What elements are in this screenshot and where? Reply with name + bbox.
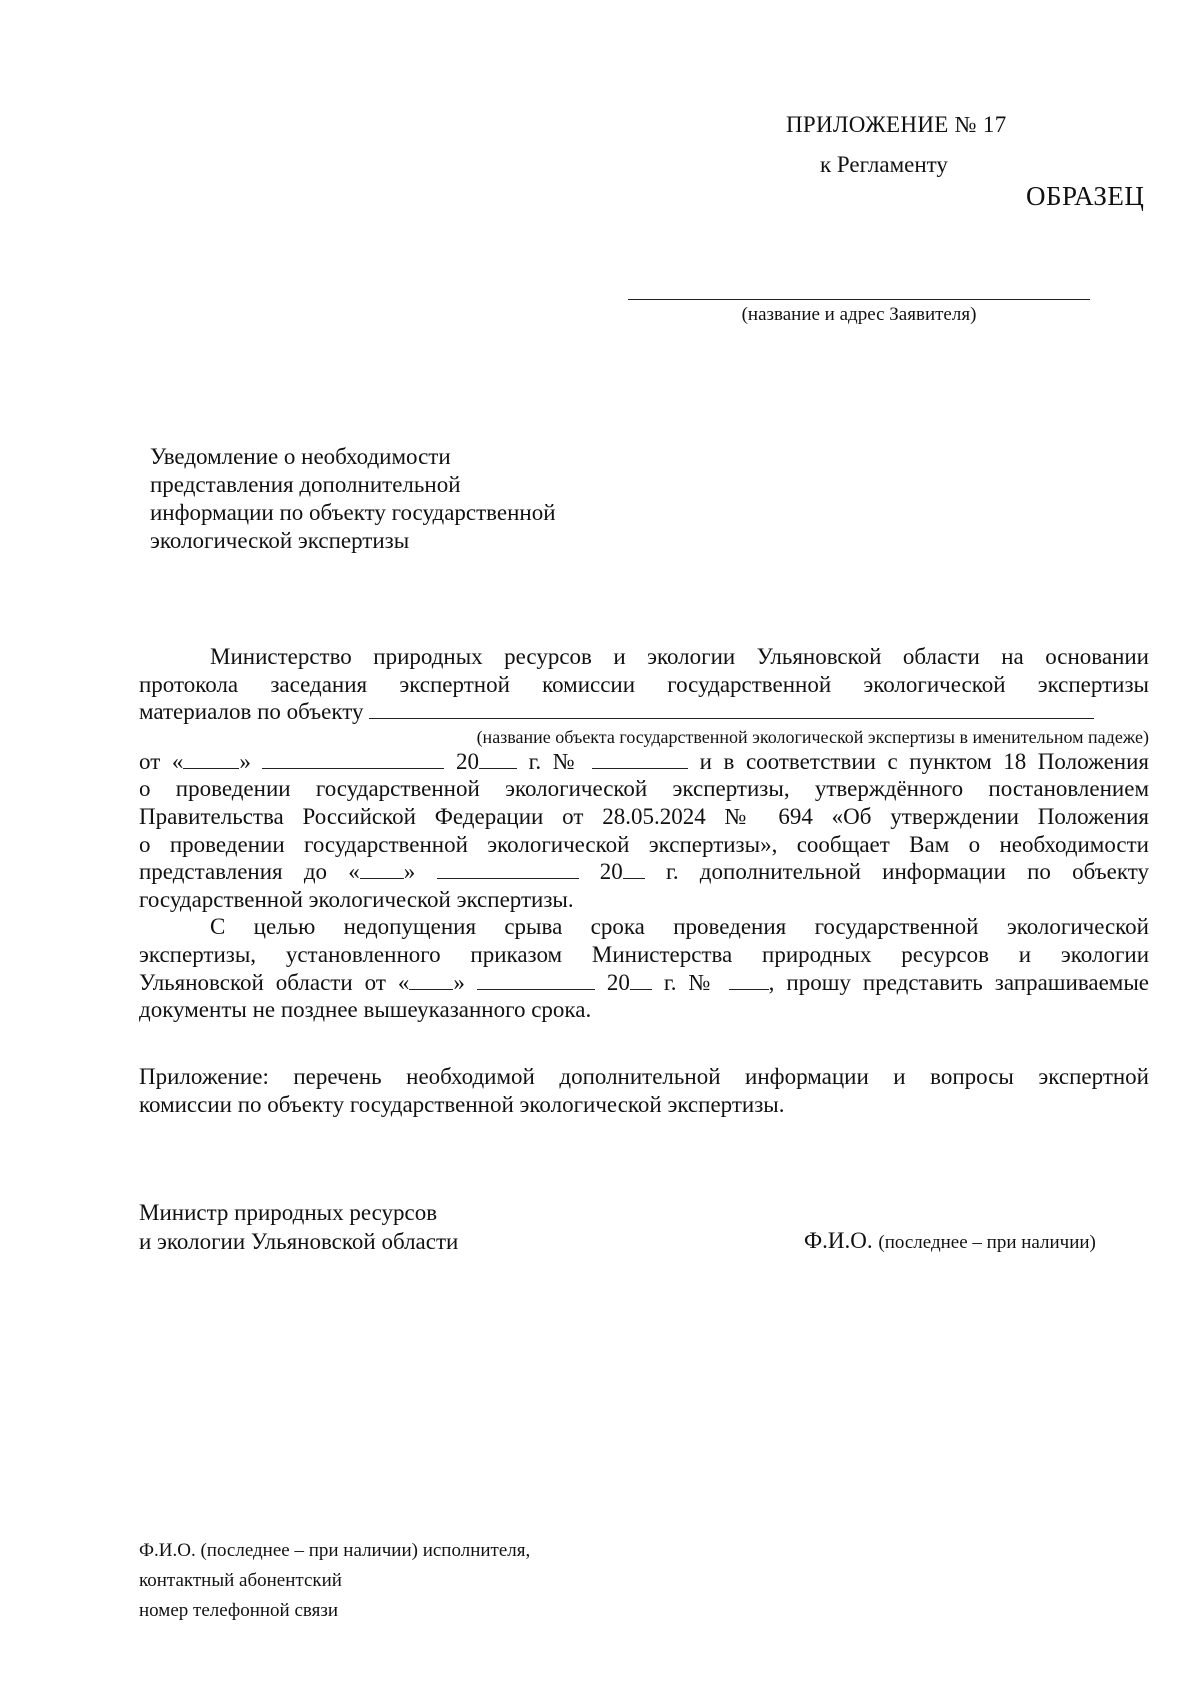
notice-title — [150, 443, 620, 555]
body-line: экспертизы, установленного приказом Министерства природных ресурсов и экологии — [139, 941, 1149, 967]
body-text: от « — [139, 748, 184, 774]
month-blank — [262, 750, 444, 769]
notice-body — [139, 643, 1149, 1024]
body-text: представления до « — [139, 859, 360, 885]
attachment-line: Приложение: перечень необходимой дополнительной информации и вопросы экспертной — [139, 1064, 1149, 1089]
body-line: документы не позднее вышеуказанного срока. — [139, 997, 592, 1023]
body-text: 20 — [599, 859, 623, 885]
body-text: г. дополнительной информации по объекту — [665, 859, 1150, 885]
number-blank — [729, 971, 769, 990]
notice-title-line: информации по объекту государственной — [150, 500, 556, 525]
notice-title-line: экологической экспертизы — [150, 528, 410, 553]
body-text: Ульяновской области от « — [139, 969, 410, 995]
month-blank — [477, 971, 595, 990]
signatory-position-line: и экологии Ульяновской области — [139, 1229, 459, 1254]
day-blank — [409, 971, 453, 990]
notice-title-line: представления дополнительной — [150, 472, 461, 497]
body-line — [139, 698, 1149, 726]
body-line: Министерство природных ресурсов и экологии Ульяновской области на основании — [210, 644, 1149, 669]
body-text: 20 — [455, 748, 479, 774]
body-text: и в соответствии с пунктом 18 Положения — [699, 748, 1149, 774]
signatory-name — [804, 1228, 1096, 1254]
object-name-blank — [369, 700, 1094, 719]
object-name-caption: (название объекта государственной экологической экспертизы в именительном падеже) — [476, 726, 1149, 747]
body-line — [139, 969, 1149, 997]
applicant-blank-line — [628, 299, 1090, 300]
day-blank — [183, 750, 239, 769]
body-line: о проведении государственной экологической экспертизы, утверждённого постановлением — [139, 776, 1149, 802]
executor-info — [139, 1536, 530, 1626]
body-text: » — [453, 969, 465, 995]
notice-title-line: Уведомление о необходимости — [150, 444, 451, 469]
body-line: государственной экологической экспертизы. — [139, 886, 574, 912]
executor-line: номер телефонной связи — [139, 1600, 339, 1621]
sample-mark: ОБРАЗЕЦ — [1026, 181, 1145, 211]
number-blank — [592, 750, 688, 769]
body-line — [139, 748, 1149, 776]
signatory-fio-note: (последнее – при наличии) — [878, 1232, 1096, 1253]
signatory-fio: Ф.И.О. — [804, 1228, 873, 1253]
body-line: С целью недопущения срыва срока проведения государственной экологической — [210, 914, 1149, 940]
month-blank — [437, 860, 579, 879]
executor-line: контактный абонентский — [139, 1570, 342, 1591]
year-blank — [479, 750, 517, 769]
executor-line: Ф.И.О. (последнее – при наличии) исполнителя, — [139, 1540, 531, 1561]
signatory-position-line: Министр природных ресурсов — [139, 1200, 438, 1225]
body-text: » — [403, 859, 416, 885]
year-blank — [623, 860, 645, 879]
attachment-note — [139, 1063, 1149, 1119]
year-blank — [630, 971, 652, 990]
body-line: о проведении государственной экологической экспертизы», сообщает Вам о необходимости — [139, 831, 1149, 857]
appendix-title: ПРИЛОЖЕНИЕ № 17 — [786, 112, 1007, 137]
signatory-position — [139, 1198, 458, 1256]
applicant-caption: (название и адрес Заявителя) — [741, 304, 977, 325]
appendix-subtitle: к Регламенту — [820, 152, 948, 177]
body-text: г. № — [663, 969, 717, 995]
body-line: протокола заседания экспертной комиссии государственной экологической экспертизы — [139, 671, 1149, 697]
body-text: 20 — [606, 969, 630, 995]
day-blank — [360, 860, 404, 879]
body-text: , прошу представить запрашиваемые — [768, 969, 1150, 995]
body-line — [139, 858, 1149, 886]
body-line: Правительства Российской Федерации от 28.05.2024 № 694 «Об утверждении Положения — [139, 803, 1149, 829]
body-text: материалов по объекту — [139, 699, 364, 725]
body-text: » — [239, 748, 251, 774]
body-text: г. № — [528, 748, 581, 774]
attachment-line: комиссии по объекту государственной экологической экспертизы. — [139, 1092, 785, 1117]
